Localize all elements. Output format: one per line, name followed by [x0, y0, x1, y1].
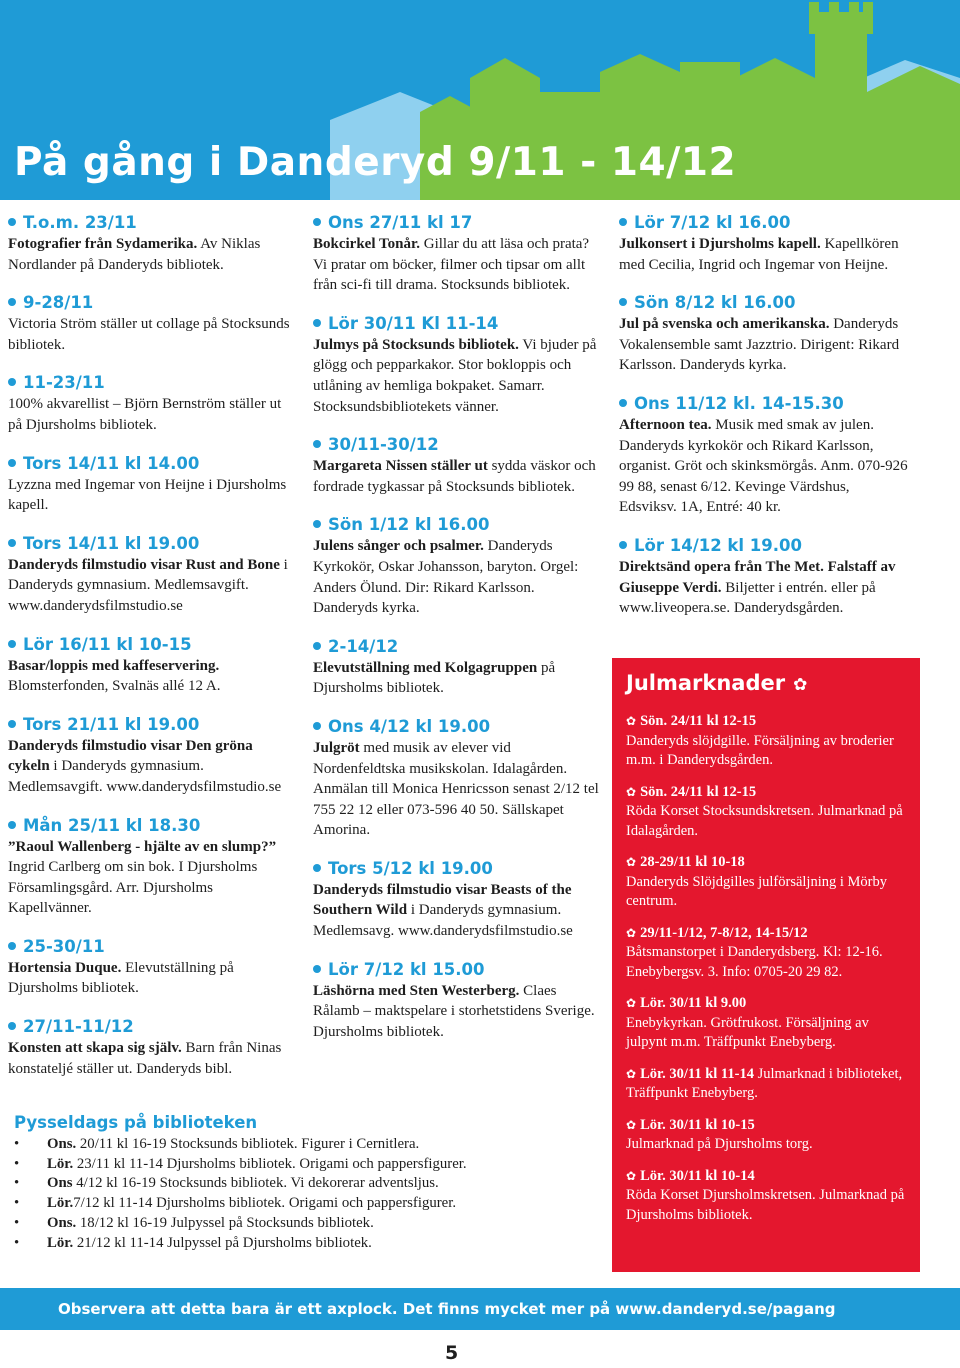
event-entry: [313, 636, 603, 699]
bullet-icon: [8, 218, 16, 226]
event-title: Danderyds filmstudio visar Beasts of the Southern Wild: [313, 881, 572, 919]
events-column-3: [619, 212, 909, 636]
ornament-icon: ✿: [793, 675, 808, 695]
event-date: Sön 1/12 kl 16.00: [328, 515, 490, 535]
events-column-1: [8, 212, 298, 1096]
event-date: 30/11-30/12: [328, 435, 439, 455]
market-date: Lör. 30/11 kl 10-14: [640, 1167, 755, 1184]
event-title: Julgröt: [313, 739, 360, 756]
bullet-icon: [8, 459, 16, 467]
event-date: 9-28/11: [23, 293, 94, 313]
item-text: 21/12 kl 11-14 Julpyssel på Djursholms bibliotek.: [73, 1234, 372, 1251]
event-date: Lör 16/11 kl 10-15: [23, 634, 192, 654]
event-entry: [313, 959, 603, 1043]
market-date: Lör. 30/11 kl 10-15: [640, 1116, 755, 1133]
event-entry: [313, 313, 603, 417]
event-entry: [619, 292, 909, 376]
event-description: med musik av elever vid Nordenfeldtska musikskolan. Idalagården. Anmälan till Monica Henricsson senast 2/12 tel 755 22 12 eller 073-596 40 50. Sällskapet Amorina.: [313, 739, 599, 839]
bullet-icon: [313, 965, 321, 973]
bullet-icon: [8, 640, 16, 648]
event-entry: [313, 434, 603, 497]
event-description: sydda väskor och fordrade tygkassar på Stocksunds bibliotek.: [313, 458, 596, 495]
market-date: Sön. 24/11 kl 12-15: [640, 783, 757, 800]
event-date: Lör 14/12 kl 19.00: [634, 535, 802, 555]
event-date: Ons 11/12 kl. 14-15.30: [634, 393, 844, 413]
market-date: Lör. 30/11 kl 9.00: [640, 995, 747, 1011]
event-date: T.o.m. 23/11: [23, 213, 137, 232]
bullet-icon: [8, 942, 16, 950]
bullet-icon: [313, 864, 321, 872]
event-title: Julkonsert i Djursholms kapell.: [619, 236, 821, 252]
event-title: Danderyds filmstudio visar Den gröna cykeln: [8, 737, 253, 775]
item-text: 20/11 kl 16-19 Stocksunds bibliotek. Figurer i Cernitlera.: [76, 1136, 420, 1152]
event-description: på Djursholms bibliotek.: [313, 659, 556, 697]
item-text: 23/11 kl 11-14 Djursholms bibliotek. Origami och pappersfigurer.: [73, 1155, 467, 1172]
event-title: Fotografier från Sydamerika.: [8, 236, 198, 252]
item-text: 7/12 kl 11-14 Djursholms bibliotek. Origami och pappersfigurer.: [73, 1195, 457, 1212]
event-entry: [313, 212, 603, 296]
page-number: 5: [445, 1342, 459, 1364]
list-item: [14, 1174, 604, 1194]
event-title: Jul på svenska och amerikanska.: [619, 316, 830, 333]
event-date: Lör 7/12 kl 16.00: [634, 213, 791, 232]
bullet-icon: [8, 378, 16, 386]
bullet-icon: [619, 541, 627, 549]
event-description: Musik med smak av julen. Danderyds kyrkokör och Rikard Karlsson, organist. Gröt och skinksmörgås. Anm. 070-926 99 88, senast 6/12. Kevinge Värdshus, Edsviksv. 1A, Entré: 40 kr.: [619, 416, 908, 516]
event-description: Vi bjuder på glögg och pepparkakor. Stor bokloppis och utlåning av hemliga bokpaket. Samarr. Stocksundsbibliotekets vänner.: [313, 336, 597, 415]
event-date: Sön 8/12 kl 16.00: [634, 293, 796, 313]
event-description: i Danderyds gymnasium. Medlemsavgift. www.danderydsfilmstudio.se: [8, 758, 282, 795]
market-date: Lör. 30/11 kl 11-14: [640, 1065, 754, 1082]
list-item: [14, 1194, 604, 1214]
event-description: Gillar du att läsa och prata? Vi pratar om böcker, filmer och tipsar om allt från sci-fi till drama. Stocksunds bibliotek.: [313, 236, 590, 294]
market-description: Båtsmanstorpet i Danderydsberg. Kl: 12-16. Enebybergsv. 3. Info: 0705-20 29 82.: [626, 944, 883, 980]
bullet-icon: [313, 319, 321, 327]
event-title: Hortensia Duque.: [8, 959, 122, 976]
bullet-icon: [313, 520, 321, 528]
list-item: [14, 1214, 604, 1234]
bullet-icon: [619, 218, 627, 226]
ornament-icon: ✿: [626, 784, 637, 799]
event-title: Läshörna med Sten Westerberg.: [313, 982, 520, 999]
day-label: Ons.: [47, 1214, 77, 1231]
event-date: 27/11-11/12: [23, 1017, 134, 1037]
market-entry: [626, 1065, 908, 1104]
day-label: Ons.: [47, 1136, 77, 1152]
market-description: Julmarknad på Djursholms torg.: [626, 1136, 813, 1152]
event-title: Afternoon tea.: [619, 416, 712, 433]
market-description: Julmarknad i biblioteket, Träffpunkt Enebyberg.: [626, 1065, 903, 1101]
event-description: Danderyds Vokalensemble samt Jazztrio. Dirigent: Rikard Karlsson. Danderyds kyrka.: [619, 316, 900, 374]
event-description: Claes Rålamb – maktspelare i storhetstidens Sverige. Djursholms bibliotek.: [313, 982, 595, 1040]
event-date: Lör 7/12 kl 15.00: [328, 959, 485, 979]
pysseldags-section: [14, 1112, 604, 1253]
event-description: Av Niklas Nordlander på Danderyds bibliotek.: [8, 236, 261, 273]
event-date: Tors 5/12 kl 19.00: [328, 858, 493, 878]
events-column-2: [313, 212, 603, 1059]
event-entry: [8, 634, 298, 697]
ornament-icon: ✿: [626, 855, 637, 869]
ornament-icon: ✿: [626, 996, 637, 1010]
event-description: i Danderyds gymnasium. Medlemsavgift. www.danderydsfilmstudio.se: [8, 556, 288, 614]
ornament-icon: ✿: [626, 1117, 637, 1132]
event-title: Bokcirkel Tonår.: [313, 236, 420, 252]
bullet-icon: [619, 298, 627, 306]
ornament-icon: ✿: [626, 925, 637, 940]
day-label: Ons: [47, 1175, 73, 1192]
event-date: Ons 4/12 kl 19.00: [328, 716, 491, 736]
market-date: 29/11-1/12, 7-8/12, 14-15/12: [640, 924, 808, 941]
event-entry: [8, 533, 298, 617]
event-date: Tors 14/11 kl 14.00: [23, 453, 200, 473]
event-title: Danderyds filmstudio visar Rust and Bone: [8, 556, 280, 573]
event-entry: [619, 535, 909, 619]
event-title: Direktsänd opera från The Met. Falstaff av Giuseppe Verdi.: [619, 558, 896, 596]
event-date: Tors 14/11 kl 19.00: [23, 533, 200, 553]
market-entry: [626, 1167, 908, 1226]
market-description: Danderyds Slöjdgilles julförsäljning i Mörby centrum.: [626, 873, 887, 909]
event-title: ”Raoul Wallenberg - hjälte av en slump?”: [8, 838, 277, 855]
event-title: Julens sånger och psalmer.: [313, 538, 484, 555]
event-entry: [8, 372, 298, 435]
event-title: Julmys på Stocksunds bibliotek.: [313, 336, 519, 353]
pysseldags-title: Pysseldags på biblioteken: [14, 1113, 258, 1132]
bullet-icon: [8, 821, 16, 829]
day-label: Lör.: [47, 1234, 74, 1251]
market-description: Enebykyrkan. Grötfrukost. Försäljning av julpynt m.m. Träffpunkt Enebyberg.: [626, 1014, 869, 1050]
list-item: [14, 1135, 604, 1155]
event-entry: [8, 212, 298, 275]
event-date: 2-14/12: [328, 636, 399, 656]
market-entry: [626, 994, 908, 1053]
julmarknader-title: Julmarknader: [626, 671, 786, 695]
ornament-icon: ✿: [626, 714, 637, 728]
market-entry: [626, 853, 908, 912]
event-date: Ons 27/11 kl 17: [328, 213, 473, 232]
page-title: På gång i Danderyd 9/11 - 14/12: [14, 140, 737, 185]
event-description: i Danderyds gymnasium. Medlemsavg. www.danderydsfilmstudio.se: [313, 902, 573, 940]
event-entry: [8, 292, 298, 355]
event-description: Blomsterfonden, Svalnäs allé 12 A.: [8, 678, 221, 695]
market-entry: [626, 712, 908, 771]
day-label: Lör.: [47, 1195, 74, 1212]
event-entry: [8, 453, 298, 516]
event-title: Basar/loppis med kaffeservering.: [8, 657, 220, 674]
event-date: 11-23/11: [23, 373, 105, 393]
list-item: [14, 1234, 604, 1254]
event-date: 25-30/11: [23, 936, 105, 956]
bullet-icon: [313, 642, 321, 650]
event-description: Lyzzna med Ingemar von Heijne i Djursholms kapell.: [8, 476, 287, 514]
julmarknader-box: [612, 658, 920, 1272]
market-date: 28-29/11 kl 10-18: [640, 854, 745, 870]
event-description: 100% akvarellist – Björn Bernström ställer ut på Djursholms bibliotek.: [8, 396, 282, 433]
event-title: Margareta Nissen ställer ut: [313, 458, 488, 475]
bullet-icon: [313, 722, 321, 730]
event-date: Mån 25/11 kl 18.30: [23, 815, 201, 835]
event-entry: [313, 514, 603, 618]
event-entry: [313, 858, 603, 942]
item-text: 18/12 kl 16-19 Julpyssel på Stocksunds bibliotek.: [76, 1214, 374, 1231]
event-entry: [619, 212, 909, 275]
bullet-icon: [8, 298, 16, 306]
event-description: Biljetter i entrén. eller på www.liveopera.se. Danderydsgården.: [619, 579, 876, 617]
footer-bar: [0, 1288, 960, 1330]
bullet-icon: [313, 440, 321, 448]
bullet-icon: [8, 539, 16, 547]
market-date: Sön. 24/11 kl 12-15: [640, 713, 757, 729]
market-entry: [626, 924, 908, 983]
event-date: Tors 21/11 kl 19.00: [23, 714, 200, 734]
event-description: Elevutställning på Djursholms bibliotek.: [8, 959, 234, 997]
list-item: [14, 1155, 604, 1175]
event-entry: [8, 1016, 298, 1079]
event-entry: [619, 393, 909, 518]
event-entry: [8, 714, 298, 798]
pysseldags-list: [14, 1135, 604, 1253]
bullet-icon: [313, 218, 321, 226]
event-description: Ingrid Carlberg om sin bok. I Djursholms Församlingsgård. Arr. Djursholms Kapellvänner.: [8, 859, 258, 917]
event-entry: [8, 936, 298, 999]
event-description: Danderyds Kyrkokör, Oskar Johansson, baryton. Orgel: Anders Ölund. Dir: Rikard Karlsson. Danderyds kyrka.: [313, 538, 579, 617]
market-description: Danderyds slöjdgille. Försäljning av broderier m.m. i Danderydsgården.: [626, 732, 894, 768]
bullet-icon: [8, 720, 16, 728]
bullet-icon: [619, 399, 627, 407]
event-title: Elevutställning med Kolgagruppen: [313, 659, 538, 676]
event-description: Barn från Ninas konstateljé ställer ut. Danderyds bibl.: [8, 1040, 282, 1077]
market-entry: [626, 783, 908, 842]
footer-note: Observera att detta bara är ett axplock. Det finns mycket mer på www.danderyd.se/pagang: [58, 1300, 836, 1318]
market-description: Röda Korset Djursholmskretsen. Julmarknad på Djursholms bibliotek.: [626, 1187, 905, 1223]
market-description: Röda Korset Stocksundskretsen. Julmarknad på Idalagården.: [626, 803, 903, 839]
ornament-icon: ✿: [626, 1066, 637, 1081]
header-banner: [0, 0, 960, 200]
event-date: Lör 30/11 Kl 11-14: [328, 313, 499, 333]
day-label: Lör.: [47, 1155, 74, 1172]
event-description: Kapellkören med Cecilia, Ingrid och Ingemar von Heijne.: [619, 236, 899, 273]
event-entry: [313, 716, 603, 841]
market-entry: [626, 1116, 908, 1155]
event-entry: [8, 815, 298, 919]
event-description: Victoria Ström ställer ut collage på Stocksunds bibliotek.: [8, 316, 290, 353]
ornament-icon: ✿: [626, 1168, 637, 1183]
item-text: 4/12 kl 16-19 Stocksunds bibliotek. Vi dekorerar adventsljus.: [72, 1175, 439, 1192]
bullet-icon: [8, 1022, 16, 1030]
event-title: Konsten att skapa sig själv.: [8, 1040, 182, 1057]
